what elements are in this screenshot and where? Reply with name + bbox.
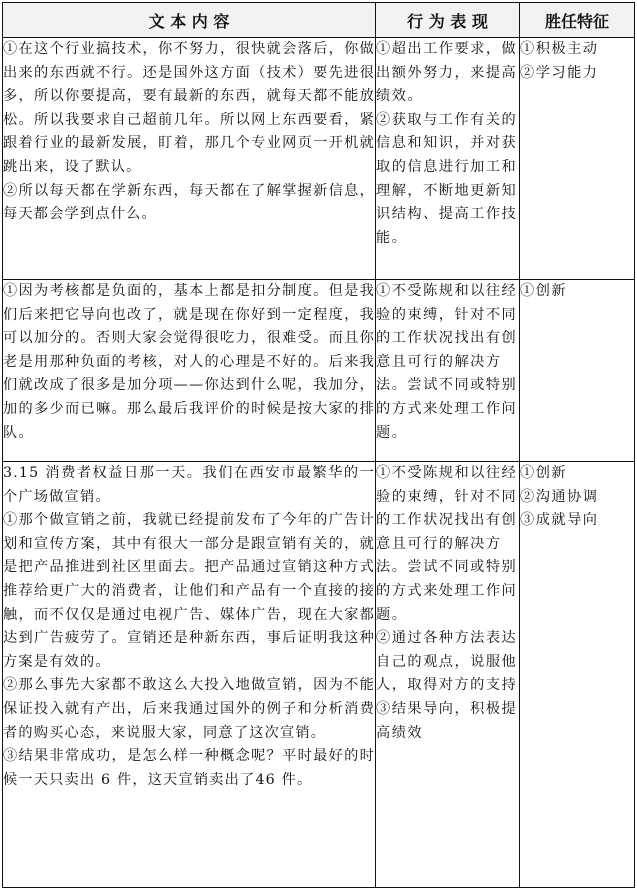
- table-header-row: [3, 3, 635, 38]
- table-row: [3, 38, 635, 280]
- behavior-item: ③结果导向，积极提高绩效: [376, 700, 518, 741]
- competency-cell: [520, 38, 635, 280]
- text-paragraph: ①那个做宣销之前，我就已经提前发布了今年的广告计划和宣传方案，其中有很大一部分是跟宣销有关的，就是把产品推进到社区里面去。把产品通过宣销这种方式推荐给更广大的消费者，让他们和产品有一个直接的接触，而不仅仅是通过电视广告、媒体广告，现在大家都达到广告疲劳了。宣销还是种新东西，事后证明我这种方案是有效的。: [3, 512, 375, 670]
- competency-item: ①创新: [520, 465, 568, 481]
- text-content-cell: [3, 280, 376, 462]
- table-row: [3, 280, 635, 462]
- competency-cell: [520, 280, 635, 462]
- competency-table: [2, 2, 635, 888]
- competency-item: ③成就导向: [520, 512, 599, 529]
- behavior-item: ②通过各种方法表达自己的观点，说服他人，取得对方的支持: [376, 630, 518, 694]
- text-paragraph: ①因为考核都是负面的，基本上都是扣分制度。但是我们后来把它导向也改了，就是现在你好到一定程度，我可以加分的。否则大家会觉得很吃力，很难受。而且你老是用那种负面的考核，对人的心理是不好的。后来我们就改成了很多是加分项——你达到什么呢，我加分，加的多少而已嘛。那么最后我评价的时候是按大家的排队。: [3, 283, 375, 441]
- competency-item: ②学习能力: [520, 64, 599, 81]
- text-paragraph: ①在这个行业搞技术，你不努力，很快就会落后，你做出来的东西就不行。还是国外这方面（技术）要先进很多，所以你要提高，要有最新的东西，就每天都不能放松。所以我要求自己超前几年。所以网上东西要看，紧跟着行业的最新发展，盯着，那几个专业网页一开机就跳出来，设了默认。: [3, 41, 375, 175]
- behavior-cell: [376, 462, 520, 888]
- text-content-cell: [3, 462, 376, 888]
- text-paragraph: 3.15 消费者权益日那一天。我们在西安市最繁华的一个广场做宣销。: [3, 465, 375, 505]
- header-behavior: 行 为 表 现: [376, 3, 520, 38]
- text-paragraph: ②所以每天都在学新东西，每天都在了解掌握新信息，每天都会学到点什么。: [3, 182, 375, 223]
- competency-cell: [520, 462, 635, 888]
- text-paragraph: ②那么事先大家都不敢这么大投入地做宣销，因为不能保证投入就有产出，后来我通过国外的例子和分析消费者的购买心态，来说服大家，同意了这次宣销。: [3, 677, 375, 741]
- text-paragraph: ③结果非常成功，是怎么样一种概念呢？平时最好的时候一天只卖出 6 件，这天宣销卖出了46 件。: [3, 748, 375, 788]
- behavior-item: ①不受陈规和以往经验的束缚，针对不同的工作状况找出有创意且可行的解决方法。尝试不同或特别的方式来处理工作问题。: [376, 465, 518, 623]
- header-text-content: 文 本 内 容: [3, 3, 376, 38]
- behavior-cell: [376, 280, 520, 462]
- behavior-cell: [376, 38, 520, 280]
- competency-item: ①积极主动: [520, 41, 599, 57]
- behavior-item: ①不受陈规和以往经验的束缚，针对不同的工作状况找出有创意且可行的解决方法。尝试不同或特别的方式来处理工作问题。: [376, 283, 518, 441]
- behavior-item: ②获取与工作有关的信息和知识，并对获取的信息进行加工和理解，不断地更新知识结构、提高工作技能。: [376, 111, 518, 246]
- competency-item: ①创新: [520, 283, 568, 299]
- competency-item: ②沟通协调: [520, 488, 599, 505]
- text-content-cell: [3, 38, 376, 280]
- table-row: [3, 462, 635, 888]
- header-competency: 胜任特征: [520, 3, 635, 38]
- behavior-item: ①超出工作要求，做出额外努力，来提高绩效。: [376, 41, 518, 105]
